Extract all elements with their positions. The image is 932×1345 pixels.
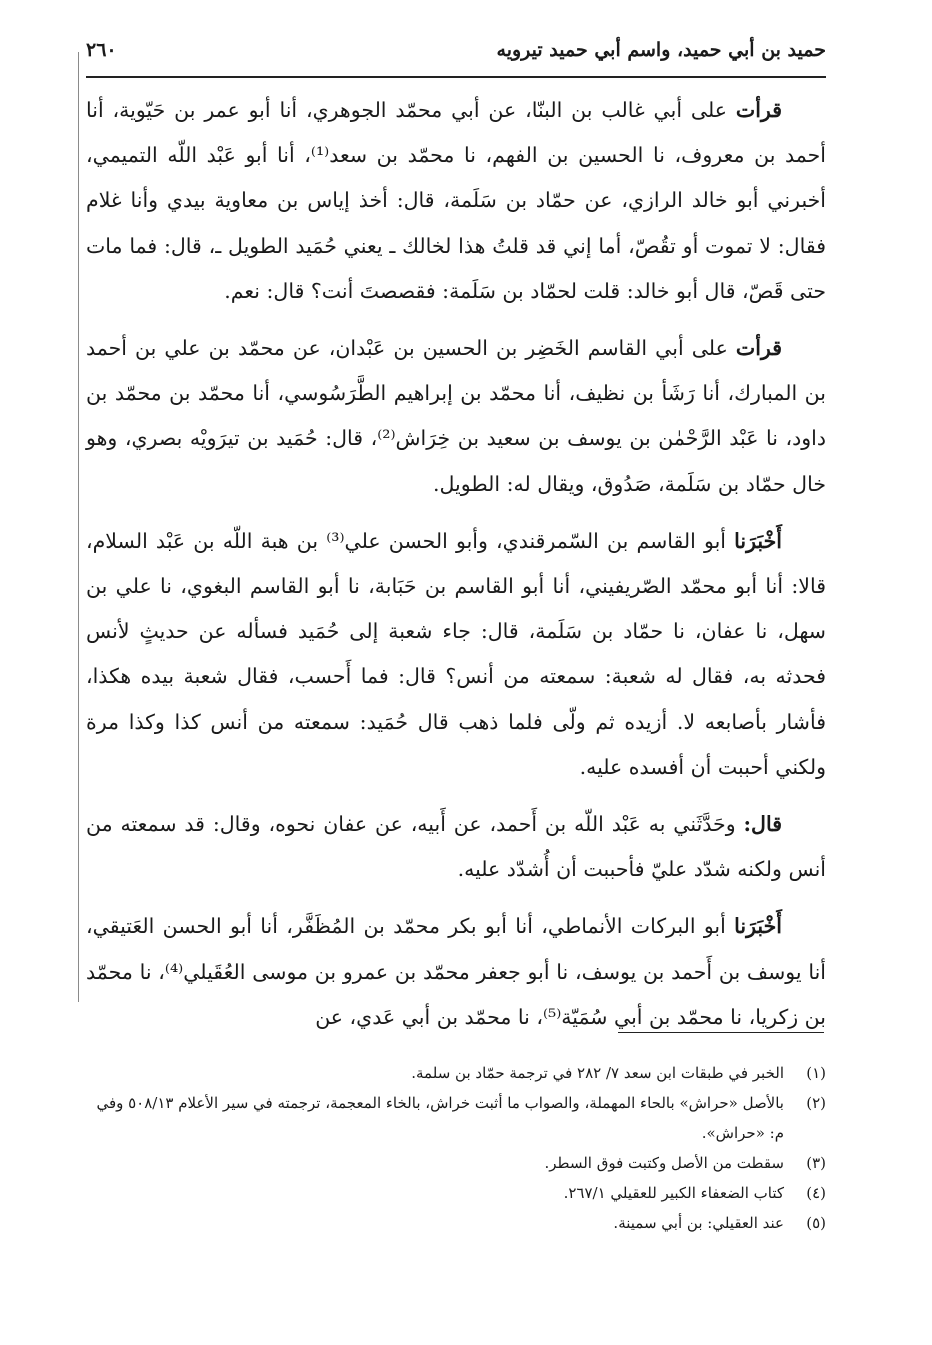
paragraph-2: [86, 326, 826, 507]
footnote-text: الخبر في طبقات ابن سعد ٧/ ٢٨٢ في ترجمة حمّاد بن سلمة.: [411, 1064, 784, 1082]
paragraph-3: [86, 519, 826, 790]
header-rule: [86, 76, 826, 78]
paragraph-5: [86, 904, 826, 1040]
footnote-number: (٤): [806, 1184, 826, 1202]
footnote-text: عند العقيلي: بن أبي سمينة.: [613, 1214, 784, 1232]
footnote-1: [86, 1058, 826, 1088]
footnote-number: (٢): [806, 1094, 826, 1112]
paragraph-lead: أَخْبَرَنا: [734, 914, 782, 939]
paragraph-text: على أبي القاسم الخَضِر بن الحسين بن عَبْدان، عن محمّد بن علي بن أحمد بن المبارك، أنا رَشَأ بن نظيف، أنا محمّد بن إبراهيم الطَّرَسُوسي، أنا محمّد بن محمّد بن داود، نا عَبْد الرَّحْمٰن بن يوسف بن سعيد بن خِرَاش⁽²⁾، قال: حُمَيد بن تيرَويْه بصري، وهو خال حمّاد بن سَلَمة، صَدُوق، ويقال له: الطويل.: [86, 336, 826, 496]
paragraph-lead: قرأت: [735, 98, 782, 122]
footnote-separator: [618, 1032, 824, 1033]
footnote-text: سقطت من الأصل وكتبت فوق السطر.: [544, 1154, 784, 1172]
footnote-number: (١): [806, 1064, 826, 1082]
footnotes: [86, 1058, 826, 1238]
footnote-3: [86, 1148, 826, 1178]
footnote-5: [86, 1208, 826, 1238]
paragraph-text: وحَدَّثَني به عَبْد اللّه بن أَحمد، عن أَبيه، عن عفان نحوه، وقال: قد سمعته من أنس ولكنه شدّد عليّ فأحببت أن أُشدّد عليه.: [86, 812, 826, 882]
footnote-number: (٥): [806, 1214, 826, 1232]
page-number: ٢٦٠: [86, 39, 117, 61]
paragraph-text: أبو القاسم بن السّمرقندي، وأبو الحسن علي⁽³⁾ بن هبة اللّه بن عَبْد السلام، قالا: أنا أبو محمّد الصّريفيني، أنا أبو القاسم بن حَبَابة، نا أبو القاسم البغوي، نا علي بن سهل، نا عفان، نا حمّاد بن سَلَمة، قال: جاء شعبة إلى حُمَيد فسأله عن حديثٍ لأنس فحدثه به، فقال له شعبة: سمعته من أنس؟ قال: فما أَحسب، فقال شعبة بيده هكذا، فأشار بأصابعه لا. أزيده ثم ولّى فلما ذهب قال حُمَيد: سمعته من أنس كذا وكذا مرة ولكني أحببت أن أفسده عليه.: [86, 528, 826, 779]
paragraph-text: على أبي غالب بن البنّا، عن أبي محمّد الجوهري، أنا أبو عمر بن حَيّوية، أنا أحمد بن معروف، نا الحسين بن الفهم، نا محمّد بن سعد⁽¹⁾، أنا أبو عَبْد اللّه التميمي، أخبرني أبو خالد الرازي، عن حمّاد بن سَلَمة، قال: أخذ إياس بن معاوية بيدي وأنا غلام فقال: لا تموت أو تقُصّ، أما إني قد قلتُ هذا لخالك ـ يعني حُمَيد الطويل ـ، قال: فما مات حتى قَصّ، قال أبو خالد: قلت لحمّاد بن سَلَمة: فقصصتَ أنت؟ قال: نعم.: [86, 98, 826, 303]
paragraph-lead: أَخْبَرَنا: [734, 528, 782, 553]
paragraph-lead: قال:: [743, 812, 782, 837]
paragraph-text: أبو البركات الأنماطي، أنا أبو بكر محمّد بن المُظَفَّر، أنا أبو الحسن العَتيقي، أنا يوسف بن أَحمد بن يوسف، نا أبو جعفر محمّد بن عمرو بن موسى العُقَيلي⁽⁴⁾، نا محمّد بن زكريا، نا محمّد بن أبي سُمَيّة⁽⁵⁾، نا محمّد بن أبي عَدي، عن: [86, 914, 826, 1029]
page-header: [86, 30, 826, 70]
paragraph-lead: قرأت: [735, 336, 782, 361]
footnote-text: بالأصل «حراش» بالحاء المهملة، والصواب ما أثبت خراش، بالخاء المعجمة، ترجمته في سير الأعلام ٥٠٨/١٣ وفي م: «حراش».: [96, 1094, 784, 1142]
scan-edge-line: [78, 52, 79, 1002]
footnote-text: كتاب الضعفاء الكبير للعقيلي ٢٦٧/١.: [563, 1184, 784, 1202]
paragraph-1: [86, 88, 826, 314]
footnote-number: (٣): [806, 1154, 826, 1172]
running-title: حميد بن أبي حميد، واسم أبي حميد تيرويه: [496, 39, 826, 61]
footnote-4: [86, 1178, 826, 1208]
footnote-2: [86, 1088, 826, 1148]
main-text: [86, 88, 826, 1052]
paragraph-4: [86, 802, 826, 892]
